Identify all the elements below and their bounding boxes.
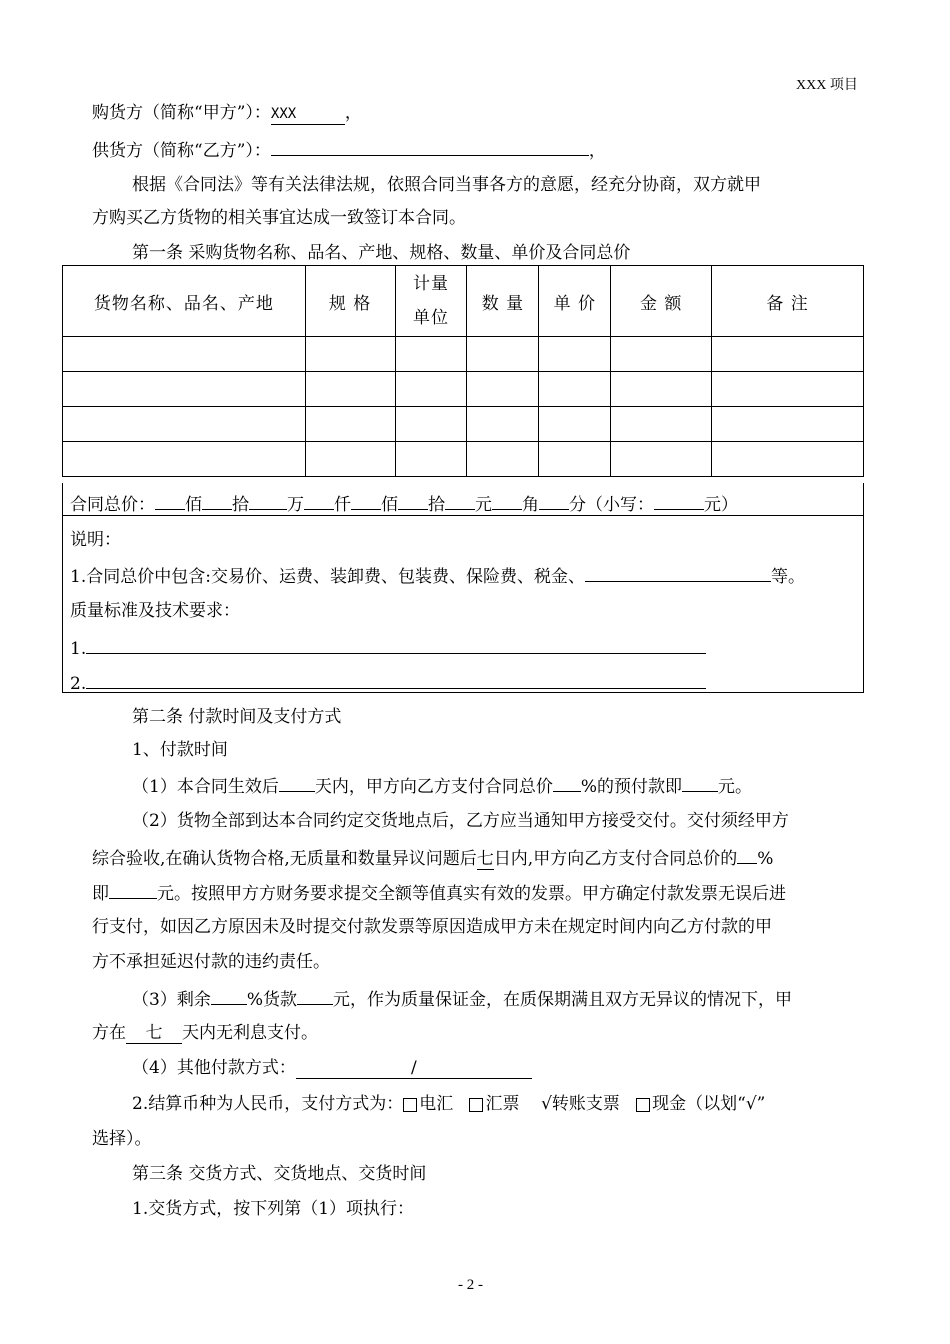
- notes-item-1-field[interactable]: [585, 565, 771, 582]
- header-unit: [395, 266, 467, 337]
- total-unit: 佰: [185, 495, 202, 515]
- table-cell[interactable]: [395, 407, 467, 442]
- buyer-label: 购货方（简称“甲方”）：: [92, 103, 271, 123]
- quality-title: 质量标准及技术要求：: [70, 601, 240, 621]
- quality-item-1: [70, 637, 706, 659]
- table-cell[interactable]: [611, 407, 712, 442]
- checkbox-draft[interactable]: [469, 1098, 483, 1112]
- article2-p3-line1: [132, 988, 792, 1010]
- p2-text: 即: [92, 884, 109, 904]
- table-cell[interactable]: [467, 442, 539, 477]
- table-cell[interactable]: [63, 337, 306, 372]
- p4-label: （4）其他付款方式：: [132, 1058, 296, 1078]
- article2-sub2: [132, 1094, 765, 1114]
- total-field[interactable]: [398, 493, 428, 510]
- table-row: [63, 442, 864, 477]
- article2-p2-line1: （2）货物全部到达本合同约定交货地点后，乙方应当通知甲方接受交付。交付须经甲方: [132, 811, 789, 831]
- seller-line: [92, 139, 606, 161]
- buyer-line: [92, 103, 362, 125]
- table-row: [63, 337, 864, 372]
- table-cell[interactable]: [395, 337, 467, 372]
- p3-text: 天内无利息支付。: [182, 1023, 318, 1043]
- p2-text: %: [757, 849, 774, 869]
- p2-percent-field[interactable]: [737, 847, 757, 864]
- header-unit-line2: 单位: [413, 308, 450, 328]
- intro-line-2: 方购买乙方货物的相关事宜达成一致签订本合同。: [92, 208, 466, 228]
- table-cell[interactable]: [395, 442, 467, 477]
- header-remarks: 备 注: [712, 266, 864, 337]
- header-unit-price: 单 价: [539, 266, 611, 337]
- table-cell[interactable]: [539, 337, 611, 372]
- page-number: - 2 -: [458, 1277, 483, 1293]
- total-unit: 拾: [232, 495, 249, 515]
- table-cell[interactable]: [611, 372, 712, 407]
- seller-field[interactable]: [271, 139, 589, 156]
- p3-amount-field[interactable]: [297, 988, 333, 1005]
- article2-p2-line3: [92, 882, 786, 904]
- total-field[interactable]: [445, 493, 475, 510]
- notes-item-1: [70, 565, 805, 587]
- total-field[interactable]: [202, 493, 232, 510]
- header-goods-name: 货物名称、品名、产地: [63, 266, 306, 337]
- p1-amount-field[interactable]: [682, 775, 718, 792]
- p1-percent-field[interactable]: [553, 775, 581, 792]
- table-cell[interactable]: [611, 337, 712, 372]
- article2-p4: [132, 1058, 532, 1079]
- p2-amount-field[interactable]: [109, 882, 157, 899]
- table-cell[interactable]: [305, 407, 395, 442]
- checkbox-wire-transfer[interactable]: [403, 1098, 417, 1112]
- table-cell[interactable]: [539, 372, 611, 407]
- article3-sub1: 1.交货方式，按下列第（1）项执行：: [132, 1199, 415, 1219]
- p2-days-value[interactable]: 七: [476, 849, 494, 869]
- p1-days-field[interactable]: [279, 775, 315, 792]
- notes-item-1-prefix: 1.合同总价中包含:交易价、运费、装卸费、包装费、保险费、税金、: [70, 567, 585, 587]
- article1-title: 第一条 采购货物名称、品名、产地、规格、数量、单价及合同总价: [132, 243, 631, 263]
- option-label: 汇票: [485, 1094, 520, 1114]
- currency-text: 2.结算币种为人民币，支付方式为：: [132, 1094, 404, 1114]
- p2-text: 日内,甲方向乙方支付合同总价的: [493, 849, 738, 869]
- total-prefix: 合同总价：: [70, 495, 155, 515]
- p3-text: 元，作为质量保证金，在质保期满且双方无异议的情况下，甲: [332, 990, 792, 1010]
- table-cell[interactable]: [712, 407, 864, 442]
- notes-item-1-suffix: 等。: [770, 567, 805, 587]
- total-unit: 拾: [428, 495, 445, 515]
- table-cell[interactable]: [305, 372, 395, 407]
- buyer-end: ，: [344, 103, 362, 123]
- check-mark[interactable]: √: [541, 1094, 552, 1114]
- header-spec: 规 格: [305, 266, 395, 337]
- table-cell[interactable]: [539, 407, 611, 442]
- table-cell[interactable]: [712, 372, 864, 407]
- header-amount: 金 额: [611, 266, 712, 337]
- total-lowercase-field[interactable]: [654, 493, 704, 510]
- header-quantity: 数 量: [467, 266, 539, 337]
- total-unit: 分（小写：: [569, 495, 654, 515]
- quality-item-2-field[interactable]: [86, 672, 706, 689]
- option-label: 转账支票: [551, 1094, 620, 1114]
- total-field[interactable]: [351, 493, 381, 510]
- article2-p2-line5: 方不承担延迟付款的违约责任。: [92, 952, 330, 972]
- article2-p1: [132, 775, 752, 797]
- article2-sub1: 1、付款时间: [132, 740, 228, 760]
- table-cell[interactable]: [63, 372, 306, 407]
- table-cell[interactable]: [305, 442, 395, 477]
- total-unit: 仟: [334, 495, 351, 515]
- table-row: [63, 407, 864, 442]
- other-payment-field[interactable]: /: [296, 1058, 532, 1079]
- project-header: XXX 项目: [796, 78, 858, 93]
- quality-item-1-field[interactable]: [86, 637, 706, 654]
- table-cell[interactable]: [712, 337, 864, 372]
- p3-text: 方在: [92, 1023, 126, 1043]
- total-unit: 佰: [381, 495, 398, 515]
- article3-title: 第三条 交货方式、交货地点、交货时间: [132, 1164, 427, 1184]
- total-field[interactable]: [304, 493, 334, 510]
- p3-text: %货款: [246, 990, 297, 1010]
- table-cell[interactable]: [539, 442, 611, 477]
- article2-p2-line4: 行支付，如因乙方原因未及时提交付款发票等原因造成甲方未在规定时间内向乙方付款的甲: [92, 917, 772, 937]
- article2-title: 第二条 付款时间及支付方式: [132, 707, 342, 727]
- total-unit: 元: [475, 495, 492, 515]
- header-unit-line1: 计量: [413, 274, 450, 294]
- seller-end: ，: [588, 141, 606, 161]
- total-field[interactable]: [249, 493, 287, 510]
- p3-days-value[interactable]: 七: [126, 1023, 182, 1044]
- quality-item-2-label: 2.: [70, 674, 87, 694]
- p3-text: （3）剩余: [132, 990, 211, 1010]
- option-label: 电汇: [419, 1094, 454, 1114]
- p1-text: %的预付款即: [580, 777, 682, 797]
- quality-item-1-label: 1.: [70, 639, 87, 659]
- table-cell[interactable]: [611, 442, 712, 477]
- option-label: 现金（以划“√”: [652, 1094, 766, 1114]
- total-field[interactable]: [539, 493, 569, 510]
- p1-text: 元。: [717, 777, 752, 797]
- article2-p2-line2: [92, 847, 773, 869]
- notes-title: 说明：: [70, 530, 121, 550]
- p1-text: （1）本合同生效后: [132, 777, 279, 797]
- p2-text: 综合验收,在确认货物合格,无质量和数量异议问题后: [92, 849, 477, 869]
- goods-table: [62, 265, 864, 477]
- table-cell[interactable]: [305, 337, 395, 372]
- table-cell[interactable]: [63, 407, 306, 442]
- table-cell[interactable]: [467, 337, 539, 372]
- table-cell[interactable]: [63, 442, 306, 477]
- intro-line-1: 根据《合同法》等有关法律法规，依照合同当事各方的意愿，经充分协商，双方就甲: [132, 175, 761, 195]
- total-field[interactable]: [155, 493, 185, 510]
- total-field[interactable]: [492, 493, 522, 510]
- contract-total: [70, 493, 738, 515]
- total-unit: 元）: [704, 495, 738, 515]
- p2-text: 元。按照甲方方财务要求提交全额等值真实有效的发票。甲方确定付款发票无误后进: [157, 884, 786, 904]
- seller-label: 供货方（简称“乙方”）：: [92, 141, 271, 161]
- buyer-value[interactable]: XXX: [271, 104, 345, 125]
- article2-p3-line2: [92, 1023, 318, 1044]
- article2-sub2-end: 选择）。: [92, 1129, 152, 1149]
- table-cell[interactable]: [467, 372, 539, 407]
- table-cell[interactable]: [467, 407, 539, 442]
- table-cell[interactable]: [395, 372, 467, 407]
- p1-text: 天内，甲方向乙方支付合同总价: [314, 777, 553, 797]
- quality-item-2: [70, 672, 706, 694]
- table-header-row: [63, 266, 864, 337]
- checkbox-cash[interactable]: [636, 1098, 650, 1112]
- p3-percent-field[interactable]: [211, 988, 247, 1005]
- table-cell[interactable]: [712, 442, 864, 477]
- total-unit: 角: [522, 495, 539, 515]
- total-unit: 万: [287, 495, 304, 515]
- table-row: [63, 372, 864, 407]
